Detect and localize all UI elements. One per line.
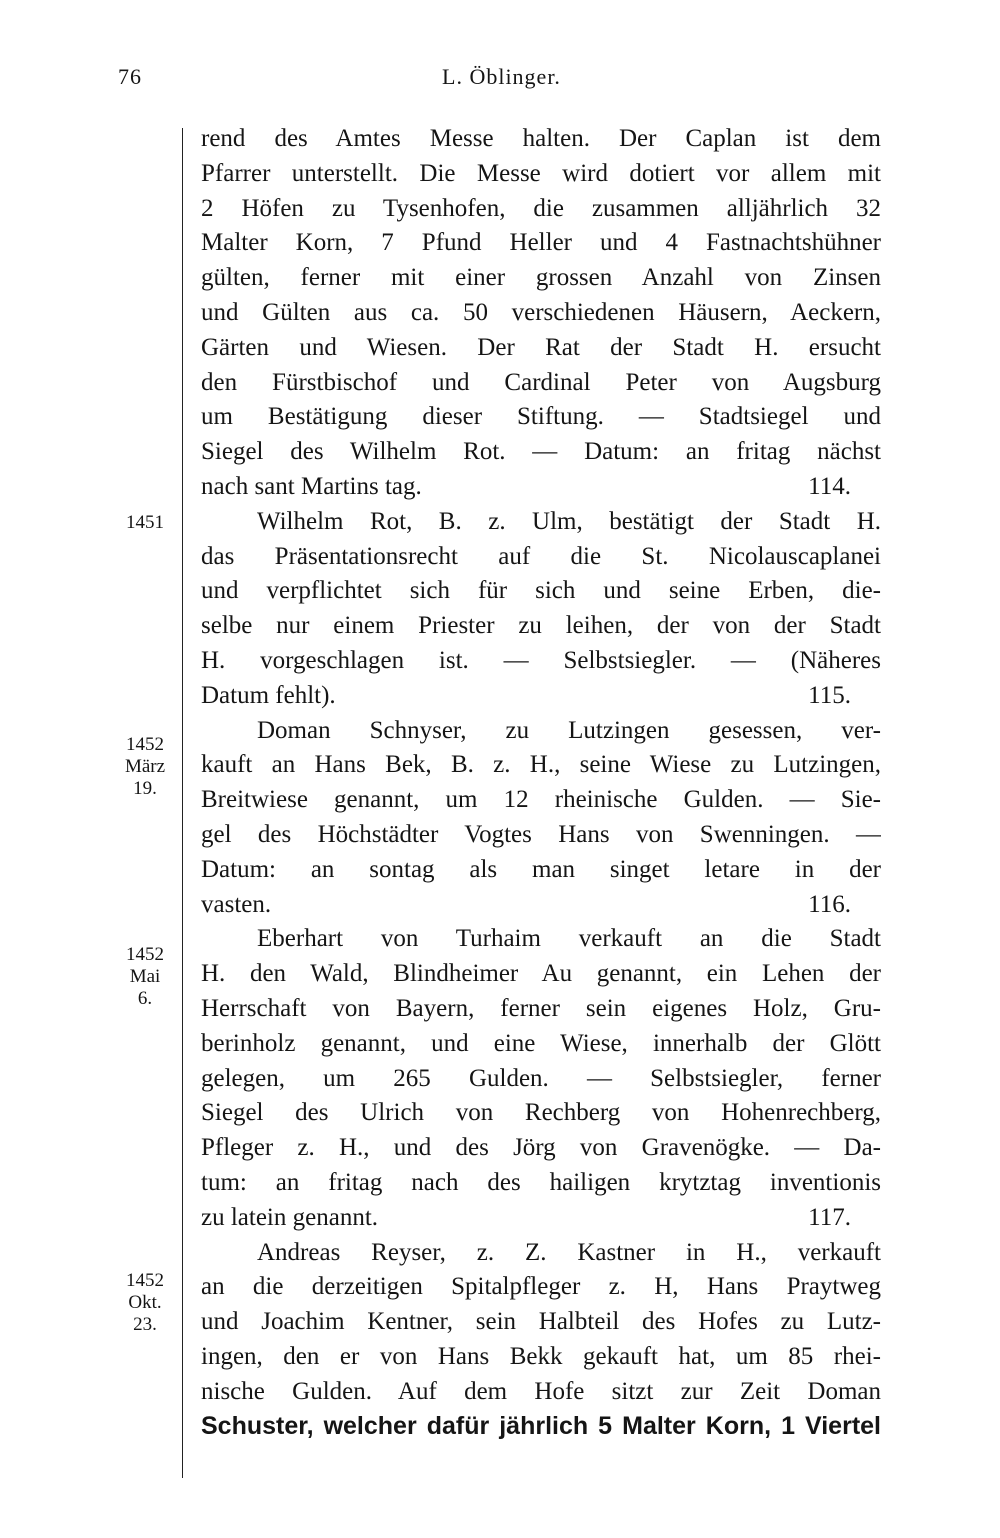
text-line: selbe nur einem Priester zu leihen, der von der Stadt (201, 612, 881, 640)
margin-date-1452-maerz (112, 734, 178, 800)
entry-end-line (201, 888, 881, 923)
text-line: Andreas Reyser, z. Z. Kastner in H., verkauft (257, 1238, 881, 1266)
margin-day: 23. (133, 1314, 157, 1335)
text-line: nach sant Martins tag. (201, 472, 422, 500)
body-text (201, 122, 881, 1444)
margin-year: 1452 (126, 944, 164, 965)
text-line: Siegel des Wilhelm Rot. — Datum: an fritag nächst (201, 438, 881, 466)
entry-number: 116. (808, 890, 851, 918)
text-line: 2 Höfen zu Tysenhofen, die zusammen alljährlich 32 (201, 194, 881, 222)
entry-number: 117. (808, 1203, 851, 1231)
text-line: H. den Wald, Blindheimer Au genannt, ein Lehen der (201, 960, 881, 988)
margin-year: 1452 (126, 734, 164, 755)
text-line: Schuster, welcher dafür jährlich 5 Malter Korn, 1 Viertel (201, 1412, 881, 1441)
text-line: Datum: an sontag als man singet letare in der (201, 855, 881, 883)
text-line: berinholz genannt, und eine Wiese, innerhalb der Glött (201, 1029, 881, 1057)
text-line: Gärten und Wiesen. Der Rat der Stadt H. ersucht (201, 333, 881, 361)
page-number: 76 (118, 64, 142, 89)
running-head: L. Öblinger. (442, 64, 561, 89)
text-line: vasten. (201, 890, 272, 918)
text-line: Eberhart von Turhaim verkauft an die Stadt (257, 925, 881, 953)
text-line: das Präsentationsrecht auf die St. Nicolauscaplanei (201, 542, 881, 570)
text-line: Datum fehlt). (201, 681, 336, 709)
margin-date-1451 (112, 512, 178, 534)
text-line: um Bestätigung dieser Stiftung. — Stadtsiegel und (201, 403, 881, 431)
margin-year: 1452 (126, 1270, 164, 1291)
text-line: tum: an fritag nach des hailigen krytztag inventionis (201, 1168, 881, 1196)
text-line: Siegel des Ulrich von Rechberg von Hohenrechberg, (201, 1099, 881, 1127)
text-line: gülten, ferner mit einer grossen Anzahl von Zinsen (201, 264, 881, 292)
text-line: Herrschaft von Bayern, ferner sein eigenes Holz, Gru- (201, 994, 881, 1022)
margin-month: März (124, 756, 166, 777)
text-line: ingen, den er von Hans Bekk gekauft hat, um 85 rhei- (201, 1342, 881, 1370)
margin-date-1452-okt (112, 1270, 178, 1336)
text-line: und Joachim Kentner, sein Halbteil des Hofes zu Lutz- (201, 1308, 881, 1336)
text-line: kauft an Hans Bek, B. z. H., seine Wiese zu Lutzingen, (201, 751, 881, 779)
entry-end-line (201, 470, 881, 505)
text-line: Breitwiese genannt, um 12 rheinische Gulden. — Sie- (201, 786, 881, 814)
text-line: gel des Höchstädter Vogtes Hans von Swenningen. — (201, 820, 881, 848)
text-line: rend des Amtes Messe halten. Der Caplan ist dem (201, 125, 881, 152)
margin-day: 19. (133, 778, 157, 799)
text-line: Pfleger z. H., und des Jörg von Gravenögke. — Da- (201, 1134, 881, 1162)
text-line: Pfarrer unterstellt. Die Messe wird dotiert vor allem mit (201, 159, 881, 187)
entry-number: 115. (808, 681, 851, 709)
text-line: Wilhelm Rot, B. z. Ulm, bestätigt der Stadt H. (257, 507, 881, 535)
text-line: an die derzeitigen Spitalpfleger z. H, Hans Praytweg (201, 1273, 881, 1301)
margin-month: Mai (129, 966, 161, 987)
text-line: den Fürstbischof und Cardinal Peter von Augsburg (201, 368, 881, 396)
text-line: zu latein genannt. (201, 1203, 379, 1231)
text-line: und verpflichtet sich für sich und seine Erben, die- (201, 577, 881, 605)
text-line: und Gülten aus ca. 50 verschiedenen Häusern, Aeckern, (201, 298, 881, 326)
entry-end-line (201, 1201, 881, 1236)
text-line: H. vorgeschlagen ist. — Selbstsiegler. — (Näheres (201, 646, 881, 674)
entry-end-line (201, 679, 881, 714)
margin-day: 6. (137, 988, 153, 1009)
text-line: Doman Schnyser, zu Lutzingen gesessen, ver- (257, 716, 881, 744)
margin-date-1452-mai (112, 944, 178, 1010)
margin-year: 1451 (126, 512, 164, 533)
text-line: nische Gulden. Auf dem Hofe sitzt zur Zeit Doman (201, 1377, 881, 1405)
text-line: Malter Korn, 7 Pfund Heller und 4 Fastnachtshühner (201, 229, 881, 257)
margin-rule (182, 128, 183, 1478)
margin-month: Okt. (128, 1292, 162, 1313)
entry-number: 114. (808, 472, 851, 500)
text-line: gelegen, um 265 Gulden. — Selbstsiegler, ferner (201, 1064, 881, 1092)
